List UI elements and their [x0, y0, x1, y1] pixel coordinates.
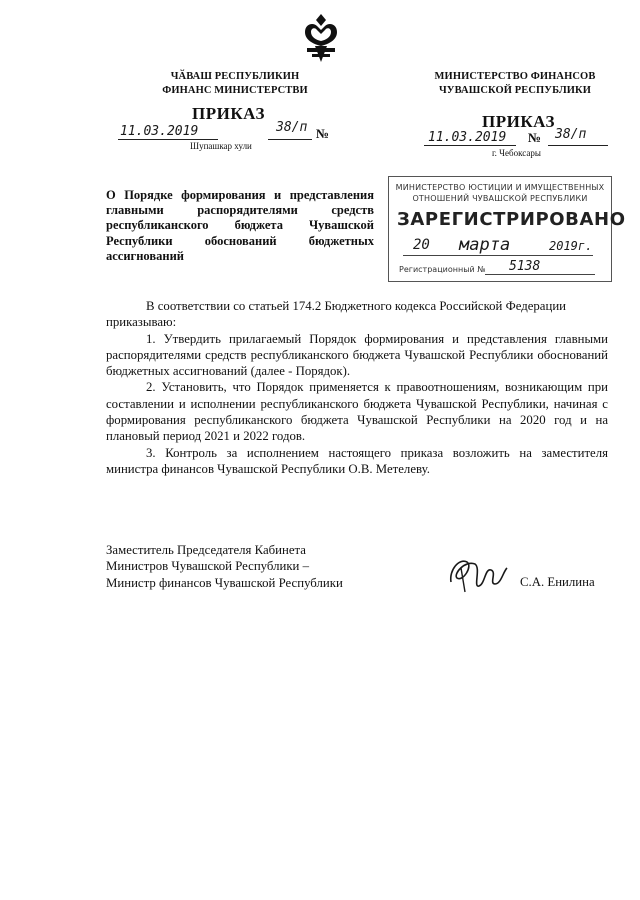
order-right-number-line: [548, 145, 608, 146]
header-right-line1: МИНИСТЕРСТВО ФИНАНСОВ: [434, 71, 596, 82]
body-item-3: 3. Контроль за исполнением настоящего приказа возложить на заместителя министра финансов Чувашской Республики О.В. Метелеву.: [106, 445, 608, 476]
body-intro: В соответствии со статьей 174.2 Бюджетного кодекса Российской Федерации: [146, 299, 567, 313]
stamp-reg-label: Регистрационный №: [399, 265, 486, 274]
signer-position-line1: Заместитель Председателя Кабинета: [106, 543, 306, 557]
stamp-date-month: марта: [459, 235, 511, 255]
order-right-number: 38/п: [555, 127, 587, 142]
stamp-line2: ОТНОШЕНИЙ ЧУВАШСКОЙ РЕСПУБЛИКИ: [412, 194, 588, 203]
stamp-title: ЗАРЕГИСТРИРОВАНО: [397, 209, 626, 230]
header-left: [130, 70, 340, 98]
stamp-date-line: [403, 255, 593, 256]
handwritten-signature: [445, 548, 515, 596]
body-item-2: 2. Установить, что Порядок применяется к правоотношениям, возникающим при составлении и исполнении республиканского бюджета Чувашской Республики, начиная с формирования республиканского бюджета Чувашской Республики на 2020 год и на плановый период 2021 и 2022 годов.: [106, 380, 608, 444]
order-left-city: Шупашкар хули: [190, 141, 252, 151]
order-right-date-line: [424, 145, 516, 146]
stamp-line1: МИНИСТЕРСТВО ЮСТИЦИИ И ИМУЩЕСТВЕННЫХ: [395, 183, 605, 192]
header-left-line2: ФИНАНС МИНИСТЕРСТВИ: [162, 85, 308, 96]
order-right-number-sign: №: [528, 130, 542, 145]
document-subject: О Порядке формирования и представления главными распорядителями средств республиканского бюджета Чувашской Республики обоснований бюджетных ассигнований: [106, 188, 374, 263]
signer-position-line3: Министр финансов Чувашской Республики: [106, 575, 343, 590]
order-left-number: 38/п: [276, 120, 308, 135]
stamp-date-day: 20: [413, 237, 430, 253]
order-left-title: ПРИКАЗ: [192, 104, 265, 123]
header-right: [400, 70, 630, 98]
signer-position-line2: Министров Чувашской Республики –: [106, 559, 310, 574]
stamp-date-year: 2019г.: [549, 239, 593, 253]
order-right-title: ПРИКАЗ: [482, 112, 555, 131]
coat-of-arms-emblem: [293, 10, 349, 66]
stamp-reg-line: [485, 274, 595, 275]
order-right-city: г. Чебоксары: [492, 148, 541, 158]
registration-stamp: [388, 176, 626, 282]
order-left-number-line: [268, 139, 312, 140]
order-left-date: 11.03.2019: [120, 124, 199, 139]
header-left-line1: ЧӐВАШ РЕСПУБЛИКИН: [170, 71, 300, 82]
signer-position: [106, 542, 406, 591]
signer-name: С.А. Енилина: [520, 575, 595, 589]
stamp-reg-number: 5138: [509, 259, 541, 274]
order-left-date-line: [118, 139, 218, 140]
header-right-line2: ЧУВАШСКОЙ РЕСПУБЛИКИ: [438, 85, 592, 96]
document-body: [106, 298, 608, 477]
order-left-number-sign: №: [316, 126, 330, 141]
body-command: приказываю:: [106, 315, 177, 330]
body-item-1: 1. Утвердить прилагаемый Порядок формирования и представления главными распорядителями средств республиканского бюджета Чувашской Республики обоснований бюджетных ассигнований (далее - Порядок).: [106, 331, 608, 379]
order-right-date: 11.03.2019: [428, 130, 507, 145]
